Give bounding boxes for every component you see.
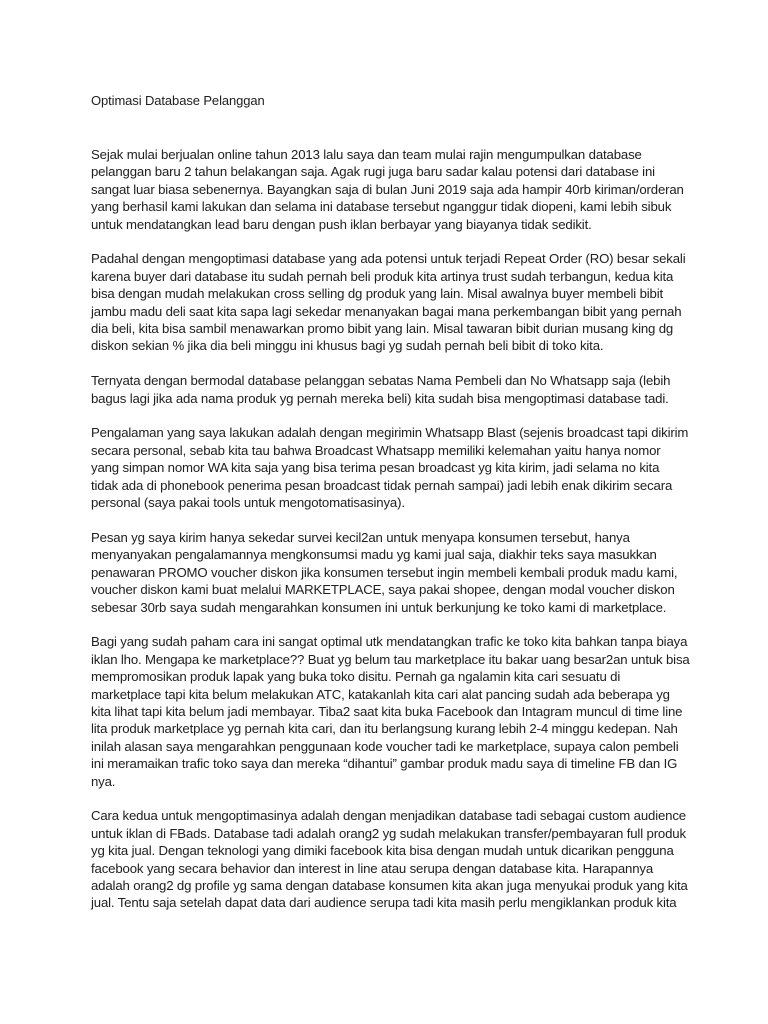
text-line: inilah alasan saya mengarahkan penggunaan kode voucher tadi ke marketplace, supaya calon pembeli [91, 738, 679, 754]
text-line: marketplace tapi kita belum melakukan ATC, katakanlah kita cari alat pancing sudah ada beberapa yg [91, 686, 670, 702]
text-line: Sejak mulai berjualan online tahun 2013 lalu saya dan team mulai rajin mengumpulkan database [91, 147, 642, 162]
text-line: menyanyakan pengalamannya mengkonsumsi madu yg kami jual saja, diakhir teks saya masukkan [91, 547, 657, 563]
text-line: personal (saya pakai tools untuk mengotomatisasinya). [91, 495, 405, 511]
text-line: lita produk marketplace yg pernah kita cari, dan itu berlangsung kurang lebih 2-4 minggu kedepan. Nah [91, 721, 678, 737]
text-line: yg kita jual. Dengan teknologi yang dimiki facebook kita bisa dengan mudah untuk dicarikan pengguna [91, 843, 674, 859]
text-line: jual. Tentu saja setelah dapat data dari audience serupa tadi kita masih perlu mengiklankan produk kita [91, 895, 677, 911]
text-line: nya. [91, 773, 116, 789]
text-line: dia beli, kita bisa sambil menawarkan promo bibit yang lain. Misal tawaran bibit durian musang king dg [91, 321, 674, 337]
paragraph [91, 372, 671, 407]
document-title: Optimasi Database Pelanggan [91, 93, 265, 108]
text-line: penawaran PROMO voucher diskon jika konsumen tersebut ingin membeli kembali produk madu kami, [91, 564, 678, 580]
text-line: karena buyer dari database itu sudah pernah beli produk kita artinya trust sudah terbangun, kedua kita [91, 268, 674, 284]
text-line: Pesan yg saya kirim hanya sekedar survei kecil2an untuk menyapa konsumen tersebut, hanya [91, 529, 630, 545]
text-line: bagus lagi jika ada nama produk yg pernah mereka beli) kita sudah bisa mengoptimasi database tadi. [91, 390, 669, 406]
text-line: mempromosikan produk lapak yang buka toko disitu. Pernah ga ngalamin kita cari sesuatu di [91, 669, 621, 685]
text-line: iklan lho. Mengapa ke marketplace?? Buat yg belum tau marketplace itu bakar uang besar2an untuk bisa [91, 651, 690, 667]
paragraph [91, 633, 690, 790]
text-line: Ternyata dengan bermodal database pelanggan sebatas Nama Pembeli dan No Whatsapp saja (lebih [91, 373, 671, 389]
text-line: ini meramaikan trafic toko saya dan mereka “dihantui” gambar produk madu saya di timeline FB dan IG [91, 756, 678, 772]
text-line: yang berhasil kami lakukan dan selama ini database tersebut nganggur tidak diopeni, kami lebih sibuk [91, 199, 672, 215]
text-line: facebook yang secara behavior dan interest in line atau serupa dengan database kita. Harapannya [91, 860, 654, 876]
paragraph [91, 250, 686, 354]
text-line: untuk iklan di FBads. Database tadi adalah orang2 yg sudah melakukan transfer/pembayaran full produk [91, 825, 686, 841]
text-line: sangat luar biasa sebenernya. Bayangkan saja di bulan Juni 2019 saja ada hampir 40rb kiriman/orderan [91, 181, 684, 197]
text-line: sebesar 30rb saya sudah mengarahkan konsumen ini untuk berkunjung ke toko kami di marketplace. [91, 599, 667, 615]
text-line: voucher diskon kami buat melalui MARKETPLACE, saya pakai shopee, dengan modal voucher diskon [91, 582, 675, 598]
text-line: pelanggan baru 2 tahun belakangan saja. Agak rugi juga baru sadar kalau potensi dari database ini [91, 164, 655, 180]
text-line: diskon sekian % jika dia beli minggu ini khusus bagi yg sudah pernah beli bibit di toko kita. [91, 338, 604, 354]
paragraph [91, 424, 689, 511]
text-line: jambu madu deli saat kita sapa lagi sekedar menanyakan bagai mana perkembangan bibit yang pernah [91, 303, 682, 319]
text-line: adalah orang2 dg profile yg sama dengan database konsumen kita akan juga menyukai produk yang kita [91, 877, 688, 893]
text-line: bisa dengan mudah melakukan cross selling dg produk yang lain. Misal awalnya buyer membeli bibit [91, 286, 664, 302]
text-line: tidak ada di phonebook penerima pesan broadcast tidak pernah sampai) jadi lebih enak dikirim secara [91, 477, 673, 493]
paragraph [91, 146, 684, 233]
text-line: Bagi yang sudah paham cara ini sangat optimal utk mendatangkan trafic ke toko kita bahkan tanpa biaya [91, 634, 688, 650]
text-line: Pengalaman yang saya lakukan adalah dengan megirimin Whatsapp Blast (sejenis broadcast tapi dikirim [91, 425, 689, 441]
text-line: yang simpan nomor WA kita saja yang bisa terima pesan broadcast yg kita kirim, jadi selama no kita [91, 460, 660, 476]
text-line: kita lihat tapi kita belum jadi membayar. Tiba2 saat kita buka Facebook dan Intagram muncul di time line [91, 703, 683, 719]
text-line: untuk mendatangkan lead baru dengan push iklan berbayar yang biayanya tidak sedikit. [91, 216, 592, 232]
text-line: secara personal, sebab kita tau bahwa Broadcast Whatsapp memiliki kelemahan yaitu hanya nomor [91, 442, 661, 458]
text-line: Padahal dengan mengoptimasi database yang ada potensi untuk terjadi Repeat Order (RO) besar sekali [91, 251, 686, 267]
paragraph [91, 529, 678, 616]
document-body [91, 146, 690, 929]
paragraph [91, 807, 688, 911]
text-line: Cara kedua untuk mengoptimasinya adalah dengan menjadikan database tadi sebagai custom audience [91, 808, 686, 824]
